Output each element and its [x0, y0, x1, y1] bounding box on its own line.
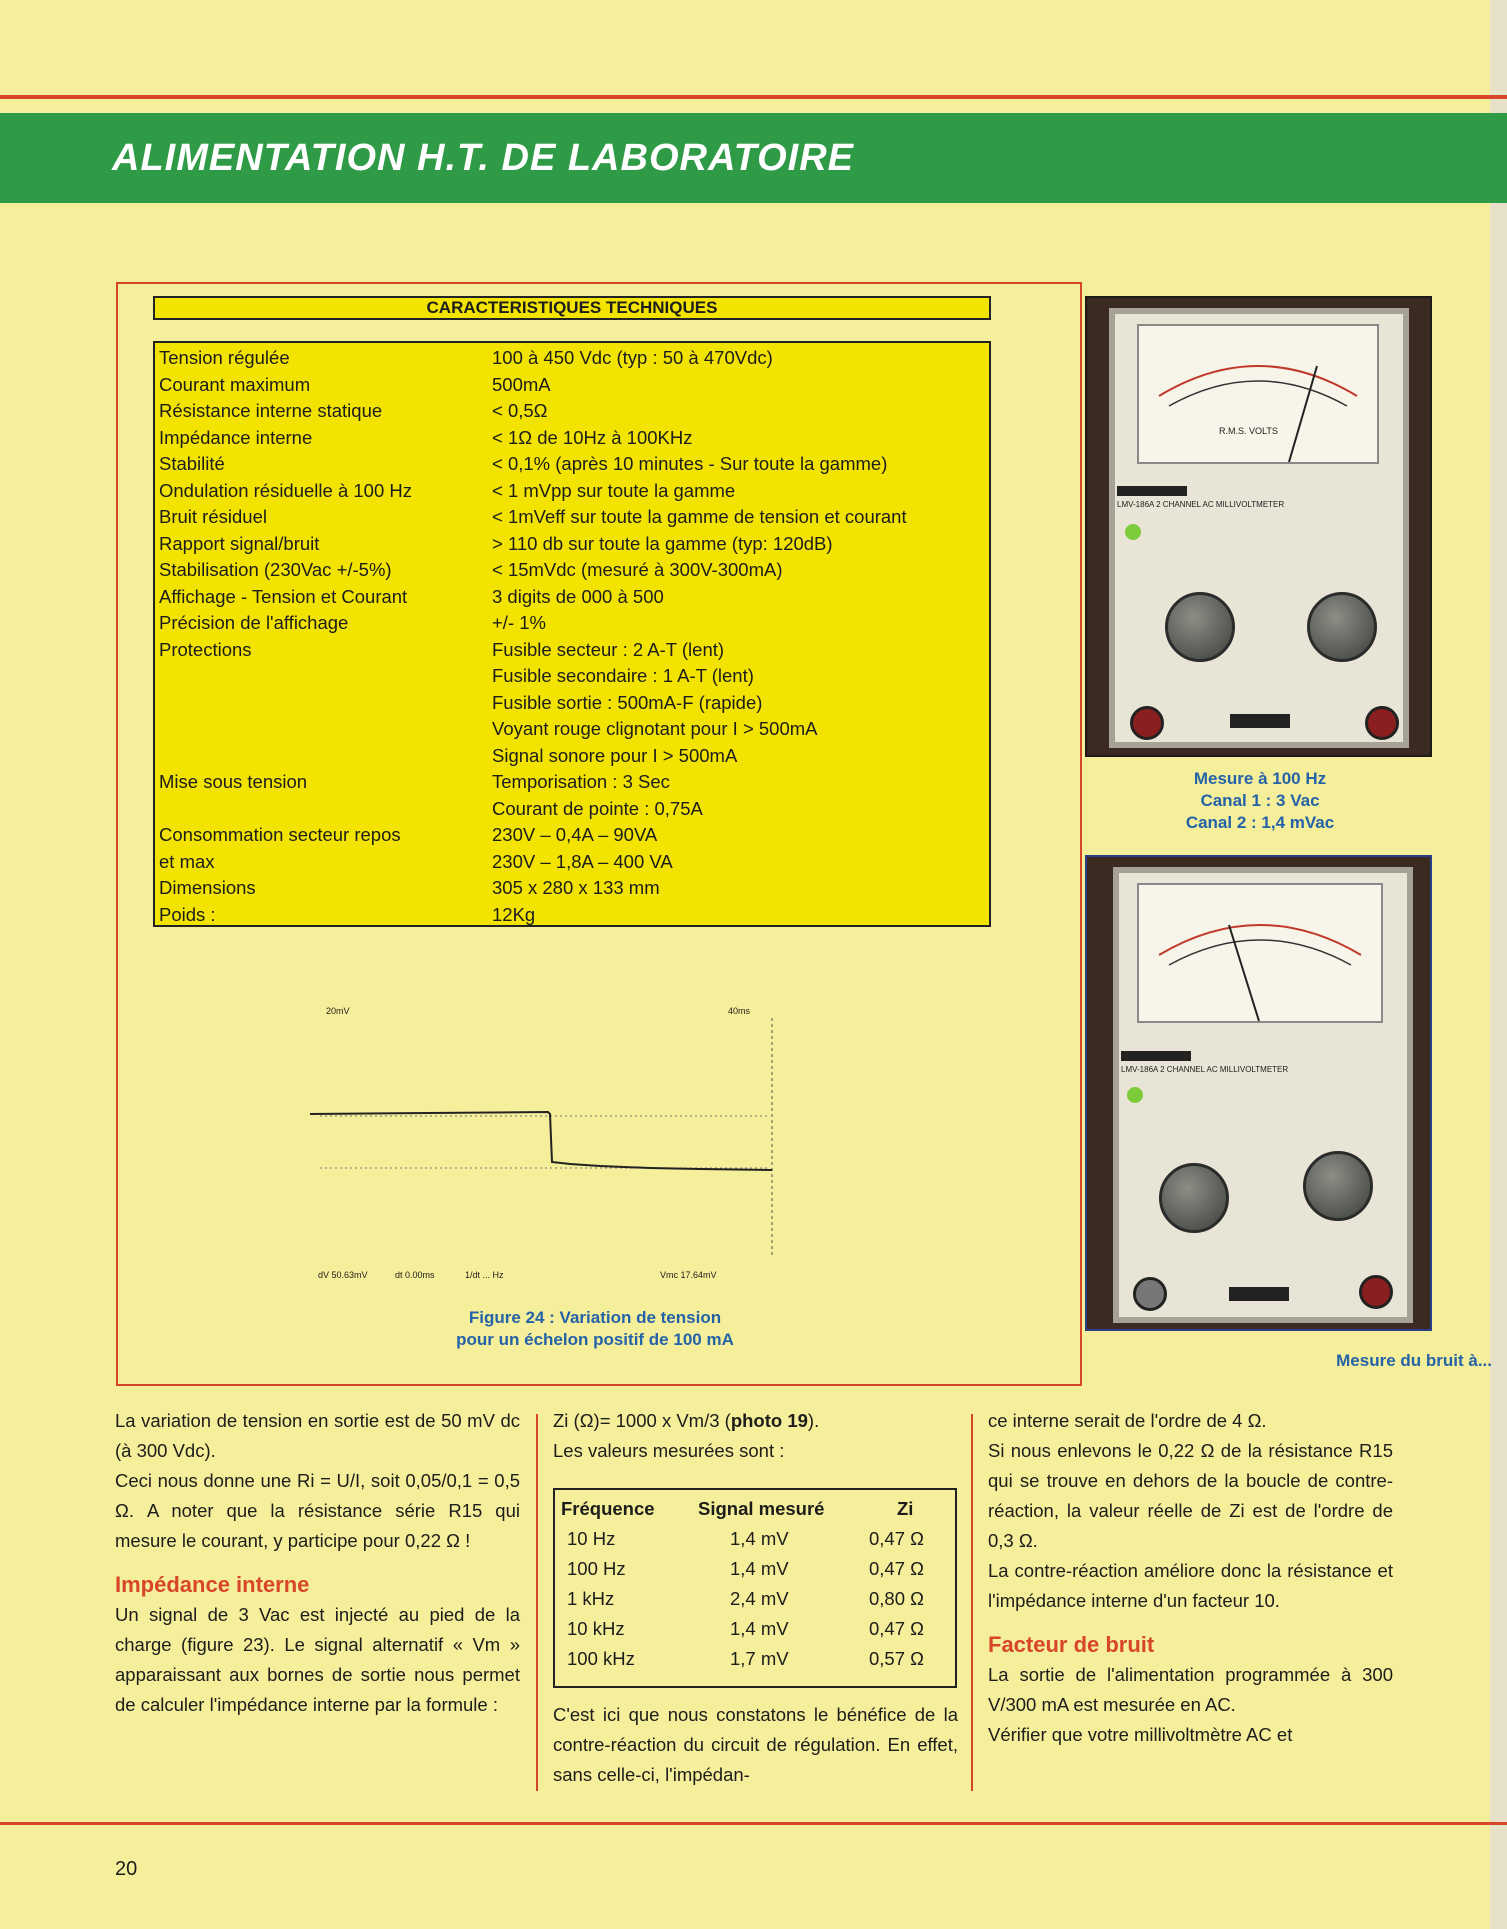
table-cell: 1,4 mV — [730, 1558, 789, 1579]
figure-caption-line: pour un échelon positif de 100 mA — [456, 1330, 734, 1349]
table-cell: 0,47 Ω — [869, 1558, 924, 1579]
paragraph: Vérifier que votre millivoltmètre AC et — [988, 1724, 1293, 1745]
scope-readout-dt: dt 0.00ms — [395, 1270, 435, 1280]
page-number: 20 — [115, 1858, 138, 1880]
text-column-1 — [115, 1406, 520, 1720]
spec-label: Courant maximum — [159, 373, 311, 395]
spec-value: < 1 mVpp sur toute la gamme — [492, 479, 736, 501]
spec-value: Fusible secondaire : 1 A-T (lent) — [492, 665, 754, 686]
impedance-table — [553, 1488, 957, 1688]
meter-needle-icon — [1139, 885, 1381, 1021]
table-row — [555, 1554, 955, 1584]
brand-plate — [1117, 486, 1187, 496]
spec-label: Précision de l'affichage — [159, 612, 349, 633]
spec-label: Dimensions — [159, 877, 256, 898]
millivoltmeter-body — [1109, 308, 1409, 748]
paragraph: C'est ici que nous constatons le bénéfice de la contre-réaction du circuit de régulation. En effet, sans celle-ci, l'impédan- — [553, 1704, 958, 1785]
spec-value: Courant de pointe : 0,75A — [492, 797, 703, 819]
table-row — [555, 1614, 955, 1644]
spec-value: Voyant rouge clignotant pour I > 500mA — [492, 718, 818, 739]
spec-value: 305 x 280 x 133 mm — [492, 877, 660, 898]
formula-text: Zi (Ω)= 1000 x Vm/3 ( — [553, 1410, 731, 1431]
bottom-rule — [0, 1822, 1507, 1825]
photo1-caption-line: Canal 2 : 1,4 mVac — [1185, 813, 1335, 832]
spec-label: Bruit résiduel — [159, 506, 267, 527]
table-header: Fréquence — [561, 1498, 655, 1519]
range-knob-ch1 — [1159, 1163, 1229, 1233]
spec-value: Fusible sortie : 500mA-F (rapide) — [492, 691, 763, 713]
spec-label: Ondulation résiduelle à 100 Hz — [159, 479, 412, 501]
table-header: Signal mesuré — [698, 1498, 825, 1519]
meter-needle-icon — [1139, 326, 1377, 462]
spec-label: Impédance interne — [159, 426, 313, 448]
millivoltmeter-photo-noise — [1085, 855, 1432, 1331]
spec-label: Consommation secteur repos — [159, 824, 401, 845]
paragraph: Les valeurs mesurées sont : — [553, 1440, 785, 1461]
input-terminal-2 — [1365, 706, 1399, 740]
photo1-caption — [1110, 768, 1410, 834]
spec-label: Stabilisation (230Vac +/-5%) — [159, 559, 392, 580]
millivoltmeter-photo-100hz — [1085, 296, 1432, 757]
photo2-caption: Mesure du bruit à... — [1336, 1351, 1492, 1370]
function-switch — [1229, 1287, 1289, 1301]
input-terminal-1 — [1133, 1277, 1167, 1311]
spec-value: 3 digits de 000 à 500 — [492, 585, 664, 607]
scope-time-scale: 40ms — [728, 1006, 751, 1016]
spec-value: < 0,5Ω — [492, 400, 548, 421]
model-label: LMV-186A 2 CHANNEL AC MILLIVOLTMETER — [1117, 500, 1285, 509]
table-cell: 1,7 mV — [730, 1648, 789, 1669]
spec-label: Poids : — [159, 903, 216, 925]
column-separator — [971, 1414, 973, 1791]
figure-caption — [360, 1307, 830, 1351]
photo1-caption-line: Canal 1 : 3 Vac — [1200, 791, 1320, 810]
table-row — [555, 1644, 955, 1674]
page-edge — [1490, 0, 1507, 1929]
top-rule — [0, 95, 1507, 99]
model-label: LMV-186A 2 CHANNEL AC MILLIVOLTMETER — [1121, 1065, 1289, 1074]
paragraph: La contre-réaction améliore donc la résistance et l'impédance interne d'un facteur 10. — [988, 1560, 1393, 1611]
table-cell: 100 Hz — [567, 1558, 626, 1579]
spec-value: < 0,1% (après 10 minutes - Sur toute la gamme) — [492, 453, 888, 474]
millivoltmeter-body — [1113, 867, 1413, 1323]
spec-value: Fusible secteur : 2 A-T (lent) — [492, 638, 725, 660]
table-cell: 10 kHz — [567, 1618, 625, 1639]
scope-readout-freq: 1/dt ... Hz — [465, 1270, 504, 1280]
table-header: Zi — [897, 1498, 914, 1519]
scope-trace-icon — [300, 1018, 780, 1258]
spec-value: 500mA — [492, 373, 551, 395]
function-switch — [1230, 714, 1290, 728]
table-row — [555, 1524, 955, 1554]
spec-label: Stabilité — [159, 453, 225, 474]
spec-table — [153, 341, 991, 927]
spec-value: < 1mVeff sur toute la gamme de tension et courant — [492, 506, 907, 527]
table-cell: 10 Hz — [567, 1528, 616, 1549]
spec-value: < 1Ω de 10Hz à 100KHz — [492, 426, 693, 448]
range-knob-ch2 — [1303, 1151, 1373, 1221]
scope-readout-dv: dV 50.63mV — [318, 1270, 368, 1280]
spec-label: Mise sous tension — [159, 771, 308, 792]
section-header — [0, 113, 1507, 203]
section-title: ALIMENTATION H.T. DE LABORATOIRE — [112, 137, 854, 179]
spec-value: 100 à 450 Vdc (typ : 50 à 470Vdc) — [492, 347, 773, 368]
paragraph: La variation de tension en sortie est de 50 mV dc (à 300 Vdc). — [115, 1410, 520, 1461]
spec-value: Signal sonore pour I > 500mA — [492, 744, 738, 766]
input-terminal-1 — [1130, 706, 1164, 740]
table-cell: 1 kHz — [567, 1588, 615, 1609]
spec-label: Résistance interne statique — [159, 400, 383, 421]
spec-value: 230V – 1,8A – 400 VA — [492, 850, 673, 872]
spec-label: Affichage - Tension et Courant — [159, 585, 408, 607]
spec-label: Tension régulée — [159, 347, 290, 368]
power-led — [1127, 1087, 1143, 1103]
figure-caption-line: Figure 24 : Variation de tension — [468, 1308, 722, 1327]
paragraph: Si nous enlevons le 0,22 Ω de la résistance R15 qui se trouve en dehors de la boucle de contre-réaction, la valeur réelle de Zi est de l'ordre de 0,3 Ω. — [988, 1440, 1393, 1551]
text-column-2-bottom — [553, 1700, 958, 1790]
formula-line — [553, 1406, 958, 1436]
power-led — [1125, 524, 1141, 540]
column-separator — [536, 1414, 538, 1791]
table-cell: 100 kHz — [567, 1648, 635, 1669]
input-terminal-2 — [1359, 1275, 1393, 1309]
meter-scale — [1137, 883, 1383, 1023]
table-cell: 2,4 mV — [730, 1588, 789, 1609]
paragraph: Ceci nous donne une Ri = U/I, soit 0,05/0,1 = 0,5 Ω. A noter que la résistance série R15 qui mesure le courant, y participe pour 0,22 Ω ! — [115, 1470, 520, 1551]
text-column-2 — [553, 1406, 958, 1466]
meter-scale — [1137, 324, 1379, 464]
spec-label: et max — [159, 850, 215, 872]
range-knob-ch1 — [1165, 592, 1235, 662]
range-knob-ch2 — [1307, 592, 1377, 662]
scope-volt-scale: 20mV — [326, 1006, 350, 1016]
paragraph: ce interne serait de l'ordre de 4 Ω. — [988, 1410, 1267, 1431]
paragraph: Un signal de 3 Vac est injecté au pied de la charge (figure 23). Le signal alternatif « Vm » apparaissant aux bornes de sortie nous permet de calculer l'impédance interne par la formule : — [115, 1604, 520, 1715]
paragraph: La sortie de l'alimentation programmée à 300 V/300 mA est mesurée en AC. — [988, 1664, 1393, 1715]
spec-value: +/- 1% — [492, 612, 546, 633]
table-header-row — [555, 1494, 955, 1524]
subheading-noise: Facteur de bruit — [988, 1632, 1155, 1657]
spec-label: Protections — [159, 638, 252, 660]
photo-reference: photo 19 — [730, 1410, 808, 1431]
scope-readout-vmc: Vmc 17.64mV — [660, 1270, 717, 1280]
scope-capture — [300, 1000, 780, 1290]
table-cell: 0,57 Ω — [869, 1648, 924, 1669]
spec-value: < 15mVdc (mesuré à 300V-300mA) — [492, 559, 783, 580]
spec-table-title: CARACTERISTIQUES TECHNIQUES — [153, 296, 991, 320]
table-cell: 1,4 mV — [730, 1528, 789, 1549]
table-cell: 0,80 Ω — [869, 1588, 924, 1609]
brand-plate — [1121, 1051, 1191, 1061]
spec-label: Rapport signal/bruit — [159, 532, 320, 554]
text-column-3 — [988, 1406, 1393, 1750]
spec-value: Temporisation : 3 Sec — [492, 771, 670, 792]
spec-value: > 110 db sur toute la gamme (typ: 120dB) — [492, 532, 833, 554]
spec-value: 12Kg — [492, 903, 536, 925]
subheading-impedance: Impédance interne — [115, 1572, 310, 1597]
formula-end: ). — [807, 1410, 820, 1431]
table-cell: 0,47 Ω — [869, 1618, 924, 1639]
table-cell: 1,4 mV — [730, 1618, 789, 1639]
table-cell: 0,47 Ω — [869, 1528, 924, 1549]
meter-scale-label: R.M.S. VOLTS — [1219, 426, 1278, 436]
table-row — [555, 1584, 955, 1614]
spec-value: 230V – 0,4A – 90VA — [492, 824, 658, 845]
photo1-caption-line: Mesure à 100 Hz — [1193, 769, 1327, 788]
